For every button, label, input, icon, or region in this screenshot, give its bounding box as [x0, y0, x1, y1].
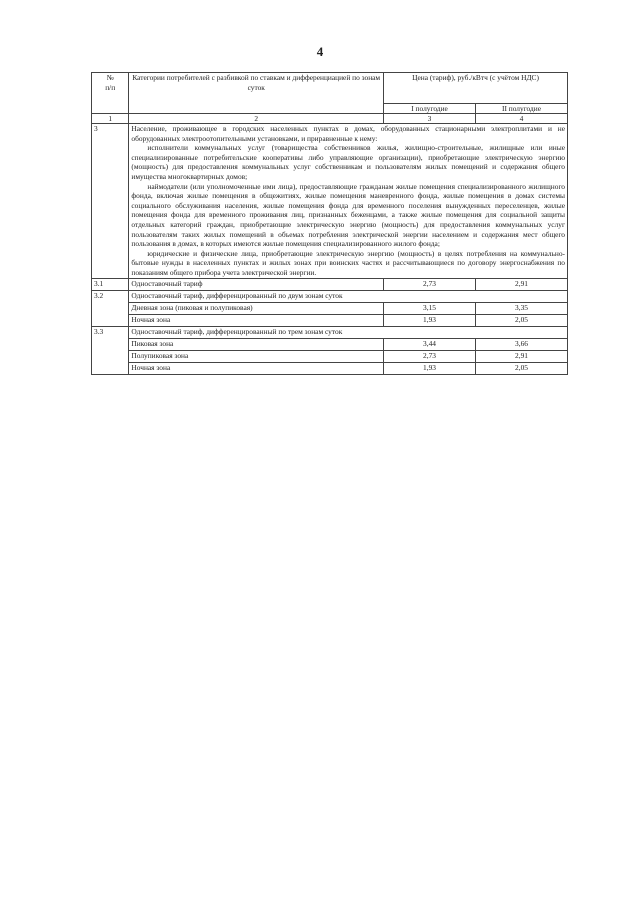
- section-description-cell: [129, 124, 568, 279]
- zone-value-h1: 3,44: [384, 338, 476, 350]
- column-number-cell: 2: [129, 114, 384, 124]
- table-header-row: [92, 73, 568, 104]
- zone-name-cell: Ночная зона: [129, 362, 384, 374]
- zone-value-h2: 2,91: [476, 350, 568, 362]
- column-number-cell: 1: [92, 114, 129, 124]
- table-row: [92, 338, 568, 350]
- header-half1-cell: I полугодие: [384, 104, 476, 114]
- header-half2-cell: II полугодие: [476, 104, 568, 114]
- table-row: [92, 290, 568, 302]
- zone-value-h2: 2,05: [476, 362, 568, 374]
- section-row: [92, 124, 568, 279]
- row-number-cell: 3.2: [92, 290, 129, 326]
- zone-value-h2: 3,35: [476, 302, 568, 314]
- row-name-cell: Одноставочный тариф: [129, 278, 384, 290]
- column-number-row: [92, 114, 568, 124]
- section-paragraph: Население, проживающее в городских населенных пунктах в домах, оборудованных стационарными электроплитами и не оборудованных электроотопительными установками, и приравненные к нему:: [131, 124, 565, 143]
- row-value-h2: 2,91: [476, 278, 568, 290]
- section-paragraph: юридические и физические лица, приобретающие электрическую энергию (мощность) в целях потребления на коммунально-бытовые нужды в населенных пунктах и жилых зонах при воинских частях и рассчитывающиеся по договору энергоснабжения по показаниям общего прибора учета электрической энергии.: [131, 248, 565, 277]
- table-row: [92, 362, 568, 374]
- row-value-h1: 2,73: [384, 278, 476, 290]
- zone-name-cell: Полупиковая зона: [129, 350, 384, 362]
- zone-name-cell: Пиковая зона: [129, 338, 384, 350]
- row-number-cell: 3.1: [92, 278, 129, 290]
- row-name-cell: Одноставочный тариф, дифференцированный по двум зонам суток: [129, 290, 568, 302]
- page-number: 4: [316, 44, 324, 59]
- section-number-cell: 3: [92, 124, 129, 279]
- zone-value-h1: 1,93: [384, 314, 476, 326]
- header-number-cell: № п/п: [92, 73, 129, 114]
- header-category-cell: Категории потребителей с разбивкой по ставкам и дифференциацией по зонам суток: [129, 73, 384, 114]
- column-number-cell: 3: [384, 114, 476, 124]
- table-row: [92, 326, 568, 338]
- zone-value-h1: 1,93: [384, 362, 476, 374]
- table-row: [92, 302, 568, 314]
- tariff-table: [91, 72, 568, 375]
- zone-value-h2: 2,05: [476, 314, 568, 326]
- table-row: [92, 350, 568, 362]
- zone-name-cell: Ночная зона: [129, 314, 384, 326]
- table-row: [92, 314, 568, 326]
- section-paragraph: наймодатели (или уполномоченные ими лица), предоставляющие гражданам жилые помещения специализированного жилищного фонда, включая жилые помещения в общежитиях, жилые помещения маневренного фонда, жилые помещения в домах системы социального обслуживания населения, жилые помещения фонда для временного поселения вынужденных переселенцев, жилые помещения фонда для временного проживания лиц, признанных беженцами, а также жилые помещения для социальной защиты отдельных категорий граждан, приобретающие электрическую энергию (мощность) для предоставления коммунальных услуг пользователям таких жилых помещений в объемах потребления электрической энергии населением и содержания мест общего пользования в домах, в которых имеются жилые помещения специализированного жилого фонда;: [131, 181, 565, 249]
- row-number-cell: 3.3: [92, 326, 129, 374]
- row-name-cell: Одноставочный тариф, дифференцированный по трем зонам суток: [129, 326, 568, 338]
- section-paragraph: исполнители коммунальных услуг (товарищества собственников жилья, жилищно-строительные, жилищные или иные специализированные потребительские кооперативы либо управляющие организации), приобретающие электрическую энергию (мощность) для предоставления коммунальных услуг собственникам и пользователям жилых помещений и содержания общего имущества многоквартирных домов;: [131, 143, 565, 181]
- column-number-cell: 4: [476, 114, 568, 124]
- zone-value-h2: 3,66: [476, 338, 568, 350]
- zone-value-h1: 3,15: [384, 302, 476, 314]
- header-price-cell: Цена (тариф), руб./кВтч (с учётом НДС): [384, 73, 568, 104]
- table-row: [92, 278, 568, 290]
- zone-value-h1: 2,73: [384, 350, 476, 362]
- zone-name-cell: Дневная зона (пиковая и полупиковая): [129, 302, 384, 314]
